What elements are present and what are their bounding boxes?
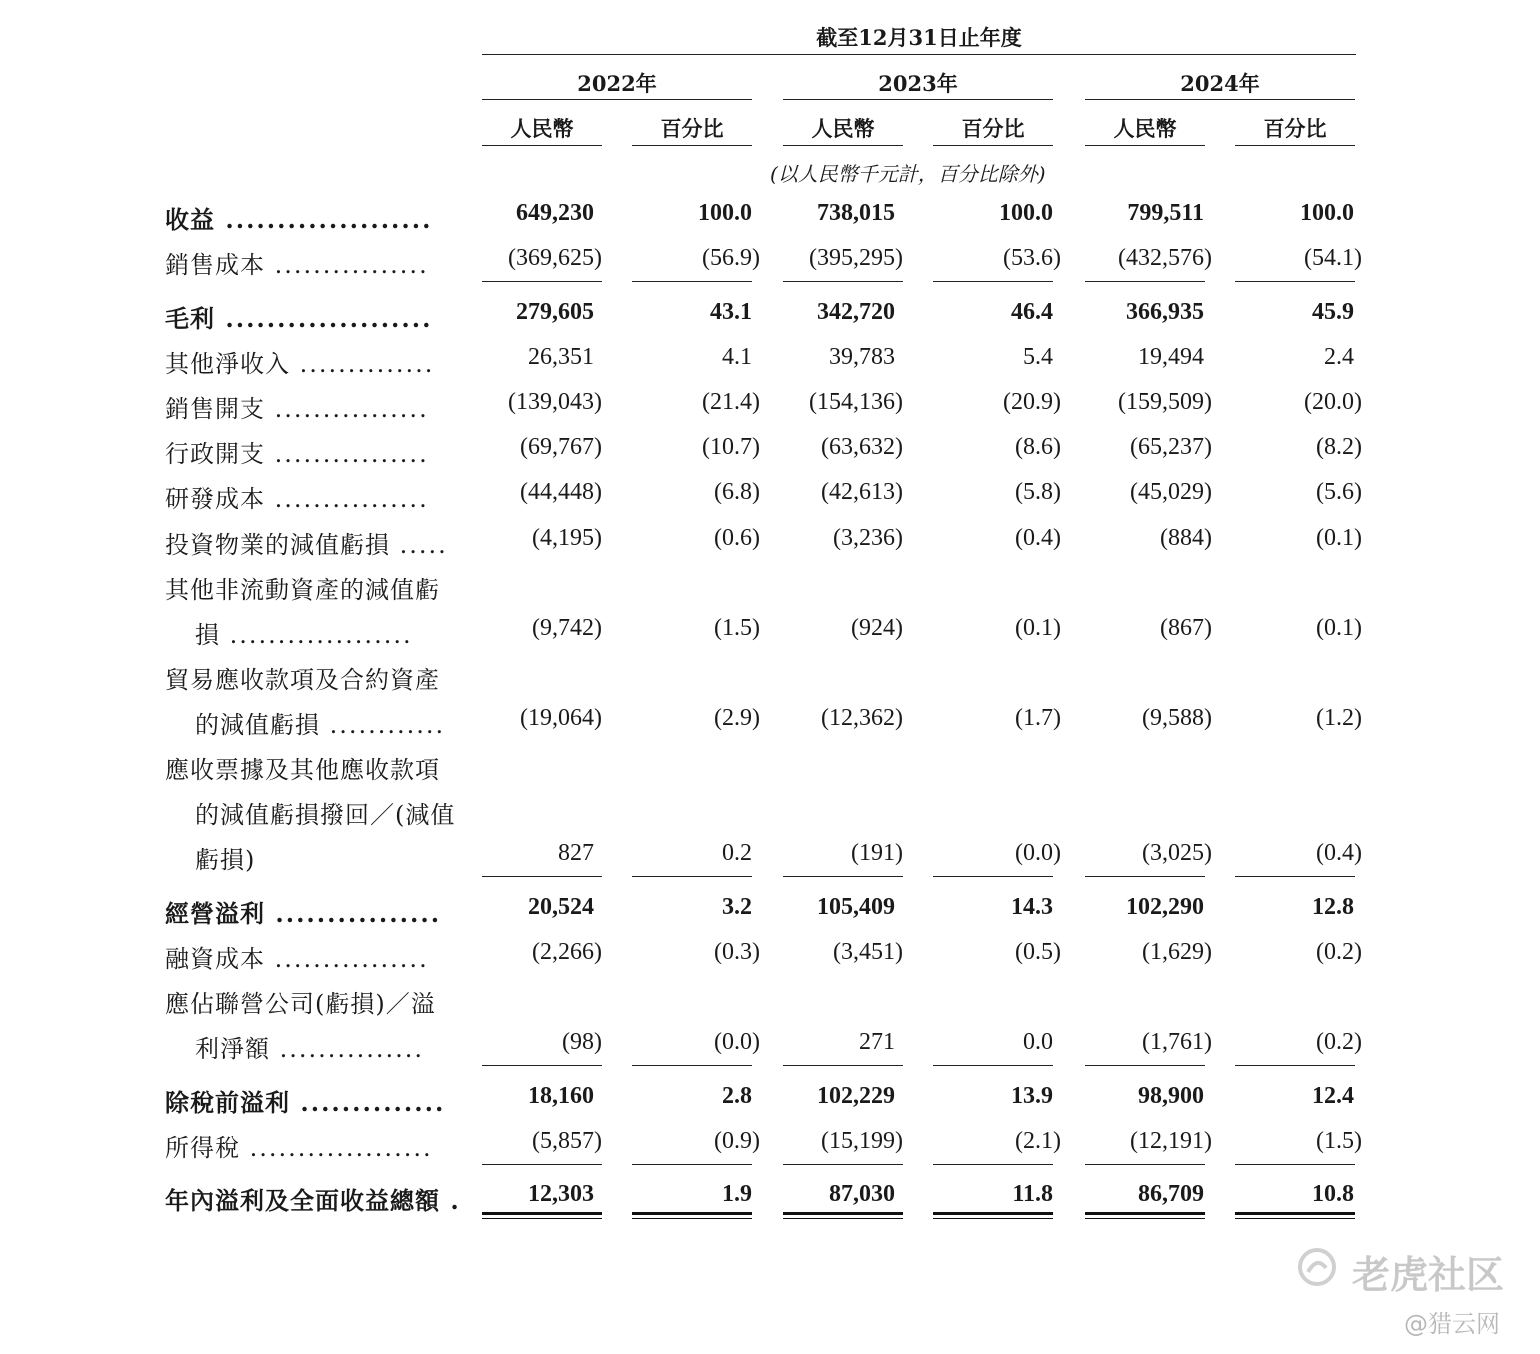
row-label (195, 840, 255, 875)
cell-value: 3.2 (722, 894, 752, 920)
subtotal-rule (783, 876, 903, 877)
cell-value: (1.7) (1015, 705, 1061, 731)
leader-dots: ................ (265, 945, 429, 973)
row-label-text: 損 (195, 621, 220, 649)
cell-value: 86,709 (1138, 1181, 1204, 1207)
cell-value: 100.0 (698, 200, 752, 226)
row-label-text: 的減值虧損 (195, 711, 320, 739)
col-rule-rmb-2022 (482, 145, 602, 146)
cell-value: (0.6) (714, 525, 760, 551)
row-label-text: 其他非流動資產的減值虧 (165, 576, 440, 604)
cell-value: (65,237) (1130, 434, 1212, 460)
cell-value: 649,230 (516, 200, 594, 226)
col-rule-pct-2022 (632, 145, 752, 146)
leader-dots: ............... (270, 1035, 425, 1063)
cell-value: (0.3) (714, 939, 760, 965)
subtotal-rule (1235, 1065, 1355, 1066)
cell-value: (63,632) (821, 434, 903, 460)
row-label (165, 894, 441, 929)
subtotal-rule (783, 281, 903, 282)
col-rule-rmb-2024 (1085, 145, 1205, 146)
subtotal-rule (783, 1164, 903, 1165)
row-label-text: 貿易應收款項及合約資產 (165, 666, 440, 694)
cell-value: 98,900 (1138, 1083, 1204, 1109)
cell-value: (2.9) (714, 705, 760, 731)
row-label-text: 投資物業的減值虧損 (165, 531, 390, 559)
period-title: 截至12月31日止年度 (816, 25, 1022, 50)
row-label-text: 毛利 (165, 304, 215, 333)
cell-value: (98) (562, 1029, 602, 1055)
cell-value: 105,409 (817, 894, 895, 920)
row-label (165, 1128, 433, 1163)
row-label (165, 344, 434, 379)
row-label (165, 245, 429, 280)
cell-value: (45,029) (1130, 479, 1212, 505)
cell-value: (12,362) (821, 705, 903, 731)
cell-value: (3,025) (1142, 840, 1212, 866)
cell-value: (0.0) (1015, 840, 1061, 866)
subtotal-rule (1085, 1164, 1205, 1165)
cell-value: 43.1 (710, 299, 752, 325)
total-double-rule (482, 1212, 602, 1219)
subtotal-rule (482, 876, 602, 877)
row-label (165, 525, 448, 560)
leader-dots: ................ (265, 440, 429, 468)
leader-dots: ................... (220, 621, 413, 649)
cell-value: (0.4) (1316, 840, 1362, 866)
cell-value: (0.2) (1316, 939, 1362, 965)
col-pct-2023: 百分比 (961, 116, 1025, 141)
col-rmb-2022: 人民幣 (510, 116, 574, 141)
subtotal-rule (1085, 1065, 1205, 1066)
row-label-text: 銷售成本 (165, 251, 265, 279)
subtotal-rule (632, 1164, 752, 1165)
row-label (195, 1029, 424, 1064)
subtotal-rule (1235, 1164, 1355, 1165)
cell-value: (3,451) (833, 939, 903, 965)
col-rmb-2024: 人民幣 (1113, 116, 1177, 141)
cell-value: 342,720 (817, 299, 895, 325)
cell-value: (44,448) (520, 479, 602, 505)
cell-value: 799,511 (1127, 200, 1204, 226)
cell-value: (15,199) (821, 1128, 903, 1154)
row-label-text: 其他淨收入 (165, 350, 290, 378)
cell-value: (69,767) (520, 434, 602, 460)
year-rule-2023 (783, 99, 1053, 100)
cell-value: (191) (851, 840, 903, 866)
row-label (195, 615, 413, 650)
cell-value: 0.2 (722, 840, 752, 866)
col-pct-2022: 百分比 (660, 116, 724, 141)
watermark-brand: 老虎社区 (1352, 1253, 1505, 1297)
subtotal-rule (1235, 281, 1355, 282)
subtotal-rule (482, 1065, 602, 1066)
year-2024: 2024年 (1180, 71, 1260, 96)
cell-value: (0.9) (714, 1128, 760, 1154)
cell-value: (1,761) (1142, 1029, 1212, 1055)
leader-dots: ................ (265, 251, 429, 279)
subtotal-rule (1235, 876, 1355, 877)
subtotal-rule (1085, 876, 1205, 877)
row-label (165, 939, 429, 974)
row-label-text: 的減值虧損撥回／(減值 (195, 801, 456, 829)
row-label (195, 705, 445, 740)
cell-value: (9,742) (532, 615, 602, 641)
cell-value: (3,236) (833, 525, 903, 551)
row-label (165, 1083, 445, 1118)
cell-value: (8.2) (1316, 434, 1362, 460)
cell-value: 2.4 (1324, 344, 1354, 370)
subtotal-rule (632, 1065, 752, 1066)
cell-value: 2.8 (722, 1083, 752, 1109)
cell-value: 1.9 (722, 1181, 752, 1207)
unit-note: (以人民幣千元計，百分比除外) (770, 162, 1046, 186)
col-rule-pct-2024 (1235, 145, 1355, 146)
cell-value: (0.2) (1316, 1029, 1362, 1055)
row-label-text: 應收票據及其他應收款項 (165, 756, 440, 784)
row-label-text: 銷售開支 (165, 395, 265, 423)
cell-value: 279,605 (516, 299, 594, 325)
total-double-rule (1235, 1212, 1355, 1219)
cell-value: 10.8 (1312, 1181, 1354, 1207)
cell-value: 11.8 (1012, 1181, 1053, 1207)
watermark-source: @猎云网 (1404, 1310, 1500, 1338)
subtotal-rule (933, 1065, 1053, 1066)
cell-value: (56.9) (702, 245, 760, 271)
row-label-text: 收益 (165, 205, 215, 234)
row-label-text: 應佔聯營公司(虧損)／溢 (165, 990, 436, 1018)
leader-dots: .................... (215, 205, 433, 234)
leader-dots: ................ (265, 485, 429, 513)
cell-value: (2,266) (532, 939, 602, 965)
cell-value: (369,625) (508, 245, 602, 271)
row-label-text: 除稅前溢利 (165, 1088, 290, 1117)
cell-value: (21.4) (702, 389, 760, 415)
total-double-rule (783, 1212, 903, 1219)
watermark-logo-icon (1296, 1246, 1338, 1288)
subtotal-rule (482, 281, 602, 282)
leader-dots: ................ (265, 899, 442, 928)
row-label-text: 行政開支 (165, 440, 265, 468)
cell-value: (10.7) (702, 434, 760, 460)
cell-value: (1,629) (1142, 939, 1212, 965)
col-rule-pct-2023 (933, 145, 1053, 146)
subtotal-rule (933, 876, 1053, 877)
cell-value: (1.2) (1316, 705, 1362, 731)
cell-value: 14.3 (1011, 894, 1053, 920)
year-2022: 2022年 (577, 71, 657, 96)
year-2023: 2023年 (878, 71, 958, 96)
cell-value: (0.1) (1316, 525, 1362, 551)
cell-value: (924) (851, 615, 903, 641)
cell-value: 4.1 (722, 344, 752, 370)
cell-value: (0.0) (714, 1029, 760, 1055)
leader-dots: ................ (265, 395, 429, 423)
cell-value: (20.0) (1304, 389, 1362, 415)
cell-value: 12.8 (1312, 894, 1354, 920)
row-label (165, 200, 432, 235)
leader-dots: .............. (290, 350, 435, 378)
subtotal-rule (1085, 281, 1205, 282)
total-double-rule (632, 1212, 752, 1219)
leader-dots: ..... (390, 531, 448, 559)
cell-value: (5,857) (532, 1128, 602, 1154)
leader-dots: ............ (320, 711, 446, 739)
subtotal-rule (783, 1065, 903, 1066)
cell-value: (19,064) (520, 705, 602, 731)
row-label (165, 479, 429, 514)
cell-value: 46.4 (1011, 299, 1053, 325)
subtotal-rule (632, 281, 752, 282)
subtotal-rule (933, 1164, 1053, 1165)
cell-value: (20.9) (1003, 389, 1061, 415)
cell-value: 100.0 (999, 200, 1053, 226)
subtotal-rule (482, 1164, 602, 1165)
cell-value: (9,588) (1142, 705, 1212, 731)
row-label-text: 利淨額 (195, 1035, 270, 1063)
subtotal-rule (632, 876, 752, 877)
row-label (165, 1181, 461, 1216)
row-label-text: 研發成本 (165, 485, 265, 513)
cell-value: 366,935 (1126, 299, 1204, 325)
cell-value: 102,229 (817, 1083, 895, 1109)
cell-value: 827 (558, 840, 594, 866)
cell-value: (0.5) (1015, 939, 1061, 965)
cell-value: 5.4 (1023, 344, 1053, 370)
row-label-text: 所得稅 (165, 1134, 240, 1162)
year-rule-2022 (482, 99, 752, 100)
cell-value: (159,509) (1118, 389, 1212, 415)
leader-dots: .............. (290, 1088, 446, 1117)
year-rule-2024 (1085, 99, 1355, 100)
col-rule-rmb-2023 (783, 145, 903, 146)
cell-value: 12,303 (528, 1181, 594, 1207)
cell-value: (139,043) (508, 389, 602, 415)
leader-dots: ................... (240, 1134, 433, 1162)
cell-value: (53.6) (1003, 245, 1061, 271)
cell-value: 12.4 (1312, 1083, 1354, 1109)
cell-value: (5.6) (1316, 479, 1362, 505)
cell-value: (2.1) (1015, 1128, 1061, 1154)
cell-value: (8.6) (1015, 434, 1061, 460)
row-label (165, 299, 432, 334)
cell-value: (884) (1160, 525, 1212, 551)
cell-value: (4,195) (532, 525, 602, 551)
period-rule (482, 54, 1356, 55)
cell-value: 271 (859, 1029, 895, 1055)
cell-value: (6.8) (714, 479, 760, 505)
cell-value: 26,351 (528, 344, 594, 370)
row-label (165, 750, 440, 785)
cell-value: (54.1) (1304, 245, 1362, 271)
cell-value: (1.5) (714, 615, 760, 641)
cell-value: 0.0 (1023, 1029, 1053, 1055)
cell-value: (0.1) (1316, 615, 1362, 641)
row-label-text: 經營溢利 (165, 899, 265, 928)
cell-value: 39,783 (829, 344, 895, 370)
cell-value: (432,576) (1118, 245, 1212, 271)
total-double-rule (933, 1212, 1053, 1219)
cell-value: 102,290 (1126, 894, 1204, 920)
cell-value: 20,524 (528, 894, 594, 920)
cell-value: 87,030 (829, 1181, 895, 1207)
cell-value: (0.4) (1015, 525, 1061, 551)
row-label (165, 570, 440, 605)
col-rmb-2023: 人民幣 (811, 116, 875, 141)
row-label-text: 融資成本 (165, 945, 265, 973)
cell-value: 738,015 (817, 200, 895, 226)
cell-value: (0.1) (1015, 615, 1061, 641)
cell-value: (867) (1160, 615, 1212, 641)
cell-value: (12,191) (1130, 1128, 1212, 1154)
cell-value: (42,613) (821, 479, 903, 505)
cell-value: (154,136) (809, 389, 903, 415)
leader-dots: . (440, 1186, 461, 1215)
cell-value: 18,160 (528, 1083, 594, 1109)
subtotal-rule (933, 281, 1053, 282)
cell-value: 100.0 (1300, 200, 1354, 226)
row-label (165, 434, 429, 469)
row-label (165, 984, 436, 1019)
cell-value: (1.5) (1316, 1128, 1362, 1154)
leader-dots: .................... (215, 304, 433, 333)
total-double-rule (1085, 1212, 1205, 1219)
cell-value: 19,494 (1138, 344, 1204, 370)
col-pct-2024: 百分比 (1263, 116, 1327, 141)
cell-value: 13.9 (1011, 1083, 1053, 1109)
row-label-text: 年內溢利及全面收益總額 (165, 1186, 440, 1215)
cell-value: (395,295) (809, 245, 903, 271)
row-label (165, 660, 440, 695)
cell-value: (5.8) (1015, 479, 1061, 505)
row-label (165, 389, 429, 424)
cell-value: 45.9 (1312, 299, 1354, 325)
row-label (195, 795, 455, 830)
row-label-text: 虧損) (195, 846, 256, 874)
